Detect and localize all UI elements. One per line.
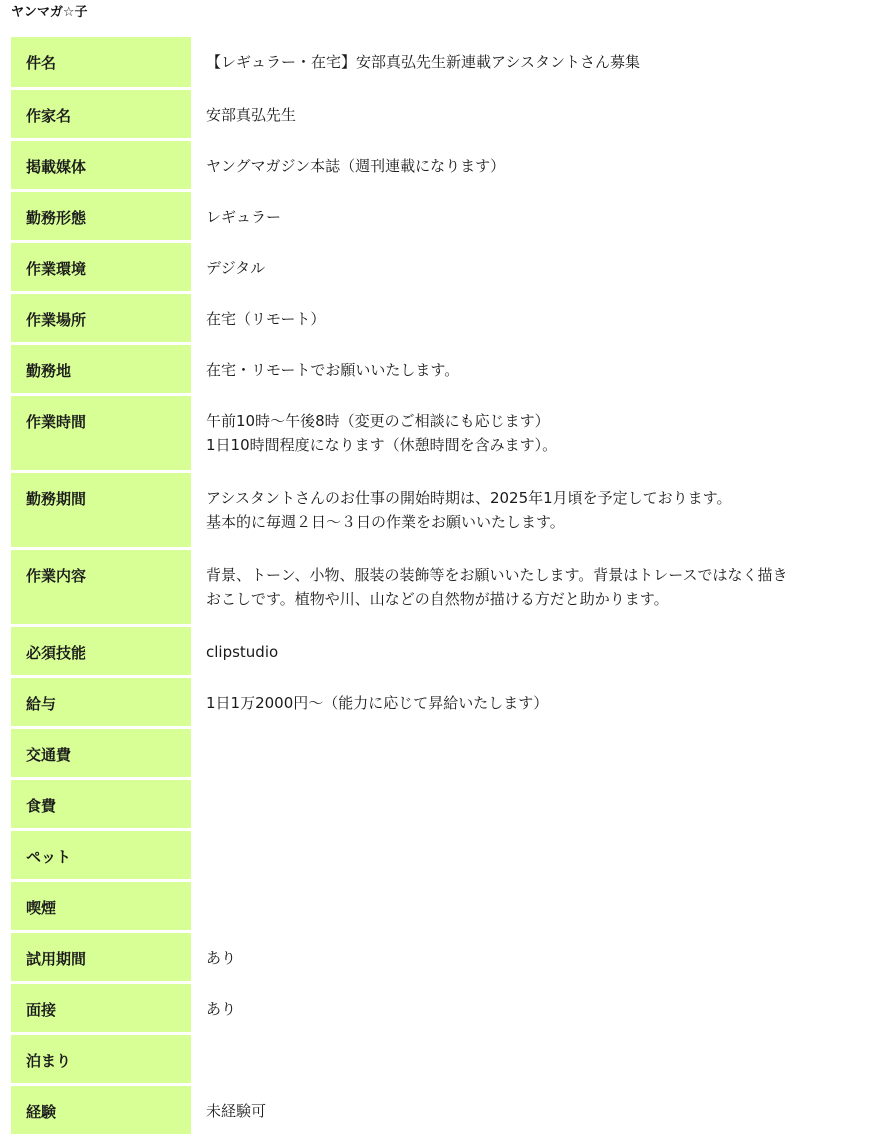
table-row-meal-cost bbox=[11, 778, 880, 829]
row-label: 必須技能 bbox=[11, 625, 191, 676]
row-value bbox=[191, 880, 880, 931]
row-label: 勤務形態 bbox=[11, 190, 191, 241]
table-row-employment-type bbox=[11, 190, 880, 241]
value-line: おこしです。植物や川、山などの自然物が描ける方だと助かります。 bbox=[206, 589, 669, 608]
row-label: 勤務期間 bbox=[11, 471, 191, 548]
table-row-subject bbox=[11, 37, 880, 88]
value-line: 在宅・リモートでお願いいたします。 bbox=[206, 360, 460, 379]
value-line: デジタル bbox=[206, 258, 266, 277]
row-label: 掲載媒体 bbox=[11, 139, 191, 190]
row-value bbox=[191, 778, 880, 829]
row-label: 泊まり bbox=[11, 1033, 191, 1084]
row-label: 経験 bbox=[11, 1084, 191, 1135]
table-row-required-skills bbox=[11, 625, 880, 676]
row-value bbox=[191, 139, 880, 190]
row-value bbox=[191, 982, 880, 1033]
table-row-experience bbox=[11, 1084, 880, 1135]
row-value bbox=[191, 471, 880, 548]
row-label: 試用期間 bbox=[11, 931, 191, 982]
table-row-media bbox=[11, 139, 880, 190]
value-line: 安部真弘先生 bbox=[206, 105, 297, 124]
row-value bbox=[191, 1084, 880, 1135]
table-row-work-content bbox=[11, 548, 880, 625]
table-row-trial-period bbox=[11, 931, 880, 982]
row-value bbox=[191, 625, 880, 676]
table-row-smoking bbox=[11, 880, 880, 931]
value-line: ヤングマガジン本誌（週刊連載になります） bbox=[206, 156, 506, 175]
row-label: 食費 bbox=[11, 778, 191, 829]
row-value bbox=[191, 241, 880, 292]
row-value bbox=[191, 37, 880, 88]
row-value bbox=[191, 676, 880, 727]
row-value bbox=[191, 1033, 880, 1084]
row-label: 件名 bbox=[11, 37, 191, 88]
row-value bbox=[191, 548, 880, 625]
row-label: 喫煙 bbox=[11, 880, 191, 931]
table-row-transport-cost bbox=[11, 727, 880, 778]
row-label: 作業場所 bbox=[11, 292, 191, 343]
row-value bbox=[191, 190, 880, 241]
table-row-salary bbox=[11, 676, 880, 727]
value-line: あり bbox=[206, 999, 237, 1018]
value-line: 背景、トーン、小物、服装の装飾等をお願いいたします。背景はトレースではなく描き bbox=[206, 565, 788, 584]
row-label: 作家名 bbox=[11, 88, 191, 139]
table-row-author bbox=[11, 88, 880, 139]
job-details-table bbox=[11, 37, 880, 1137]
row-label: 面接 bbox=[11, 982, 191, 1033]
value-line: 在宅（リモート） bbox=[206, 309, 326, 328]
row-label: 作業環境 bbox=[11, 241, 191, 292]
table-row-interview bbox=[11, 982, 880, 1033]
value-line: 【レギュラー・在宅】安部真弘先生新連載アシスタントさん募集 bbox=[206, 53, 640, 71]
row-value bbox=[191, 292, 880, 343]
table-row-work-hours bbox=[11, 394, 880, 471]
table-row-pets bbox=[11, 829, 880, 880]
table-row-work-period bbox=[11, 471, 880, 548]
value-line: アシスタントさんのお仕事の開始時期は、2025年1月頃を予定しております。 bbox=[206, 488, 732, 507]
row-value bbox=[191, 88, 880, 139]
row-label: ペット bbox=[11, 829, 191, 880]
row-value bbox=[191, 931, 880, 982]
row-label: 勤務地 bbox=[11, 343, 191, 394]
row-value bbox=[191, 394, 880, 471]
row-label: 作業時間 bbox=[11, 394, 191, 471]
value-line: あり bbox=[206, 948, 237, 967]
table-row-work-place bbox=[11, 292, 880, 343]
value-line: 午前10時〜午後8時（変更のご相談にも応じます） bbox=[206, 411, 550, 430]
row-label: 作業内容 bbox=[11, 548, 191, 625]
value-line: 1日1万2000円〜（能力に応じて昇給いたします） bbox=[206, 693, 549, 712]
row-label: 交通費 bbox=[11, 727, 191, 778]
value-line: レギュラー bbox=[206, 207, 282, 226]
row-value bbox=[191, 343, 880, 394]
row-value bbox=[191, 829, 880, 880]
value-line: 基本的に毎週２日〜３日の作業をお願いいたします。 bbox=[206, 512, 565, 531]
row-value bbox=[191, 727, 880, 778]
value-line: 未経験可 bbox=[206, 1101, 267, 1120]
value-line: clipstudio bbox=[206, 642, 279, 661]
row-label: 給与 bbox=[11, 676, 191, 727]
value-line: 1日10時間程度になります（休憩時間を含みます）。 bbox=[206, 435, 558, 454]
table-row-work-environment bbox=[11, 241, 880, 292]
table-row-overnight bbox=[11, 1033, 880, 1084]
table-row-work-location bbox=[11, 343, 880, 394]
page-title: ヤンマガ☆子 bbox=[11, 5, 88, 20]
